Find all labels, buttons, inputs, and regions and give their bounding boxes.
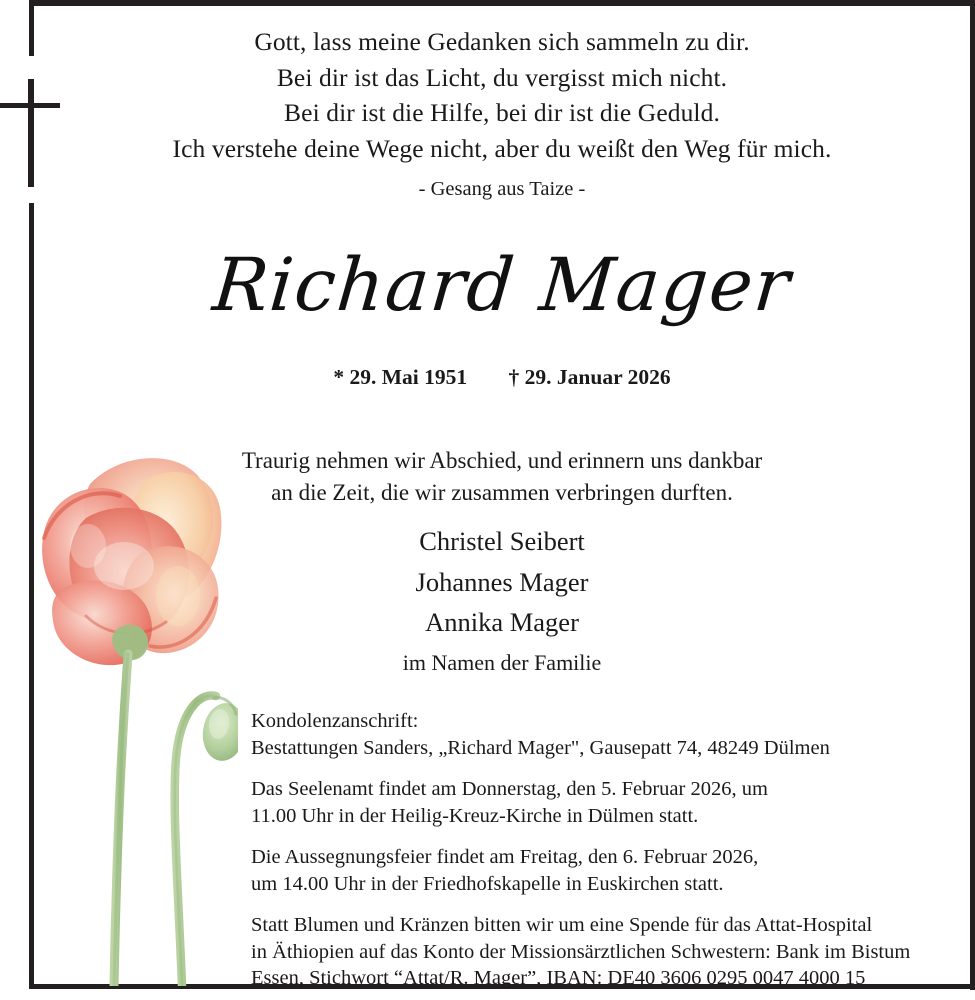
requiem-line: Das Seelenamt findet am Donnerstag, den 5. Februar 2026, um xyxy=(251,778,768,800)
donation-line: Essen, Stichwort “Attat/R. Mager”, IBAN: DE40 3606 0295 0047 4000 15 xyxy=(251,967,866,989)
blessing-ceremony-block xyxy=(251,844,951,897)
verse-line: Ich verstehe deine Wege nicht, aber du weißt den Weg für mich. xyxy=(172,133,832,163)
verse-text xyxy=(34,24,970,166)
blessing-line: um 14.00 Uhr in der Friedhofskapelle in Euskirchen statt. xyxy=(251,872,724,895)
survivor-name: Christel Seibert xyxy=(419,526,585,556)
donation-line: in Äthiopien auf das Konto der Missionsärztlichen Schwestern: Bank im Bistum xyxy=(251,940,911,963)
condolence-address-block xyxy=(251,708,951,761)
donation-line: Statt Blumen und Kränzen bitten wir um eine Spende für das Attat-Hospital xyxy=(251,914,873,936)
donation-request-block xyxy=(251,912,951,992)
death-date: † 29. Januar 2026 xyxy=(508,365,671,389)
survivor-name: Johannes Mager xyxy=(415,566,589,597)
verse-line: Bei dir ist das Licht, du vergisst mich nicht. xyxy=(276,62,728,92)
requiem-line: 11.00 Uhr in der Heilig-Kreuz-Kirche in Dülmen statt. xyxy=(251,804,699,827)
farewell-line: Traurig nehmen wir Abschied, und erinnern uns dankbar xyxy=(241,448,763,473)
border-right xyxy=(970,0,975,990)
condolence-label: Kondolenzanschrift: xyxy=(251,710,419,732)
service-details xyxy=(251,708,951,992)
verse-line: Bei dir ist die Hilfe, bei dir ist die Geduld. xyxy=(284,98,720,127)
deceased-name: Richard Mager xyxy=(209,243,795,328)
survivor-name: Annika Mager xyxy=(425,607,579,637)
survivors-list xyxy=(34,521,970,643)
verse-attribution: - Gesang aus Taize - xyxy=(418,178,586,200)
farewell-message xyxy=(34,445,970,509)
on-behalf-of-family: im Namen der Familie xyxy=(402,650,602,675)
requiem-block xyxy=(251,776,951,829)
birth-date: * 29. Mai 1951 xyxy=(333,365,468,389)
blessing-line: Die Aussegnungsfeier findet am Freitag, den 6. Februar 2026, xyxy=(251,846,759,868)
verse-line: Gott, lass meine Gedanken sich sammeln zu dir. xyxy=(254,27,750,56)
farewell-line: an die Zeit, die wir zusammen verbringen durften. xyxy=(271,480,733,505)
life-dates xyxy=(34,365,970,390)
condolence-address: Bestattungen Sanders, „Richard Mager", Gausepatt 74, 48249 Dülmen xyxy=(251,736,830,759)
